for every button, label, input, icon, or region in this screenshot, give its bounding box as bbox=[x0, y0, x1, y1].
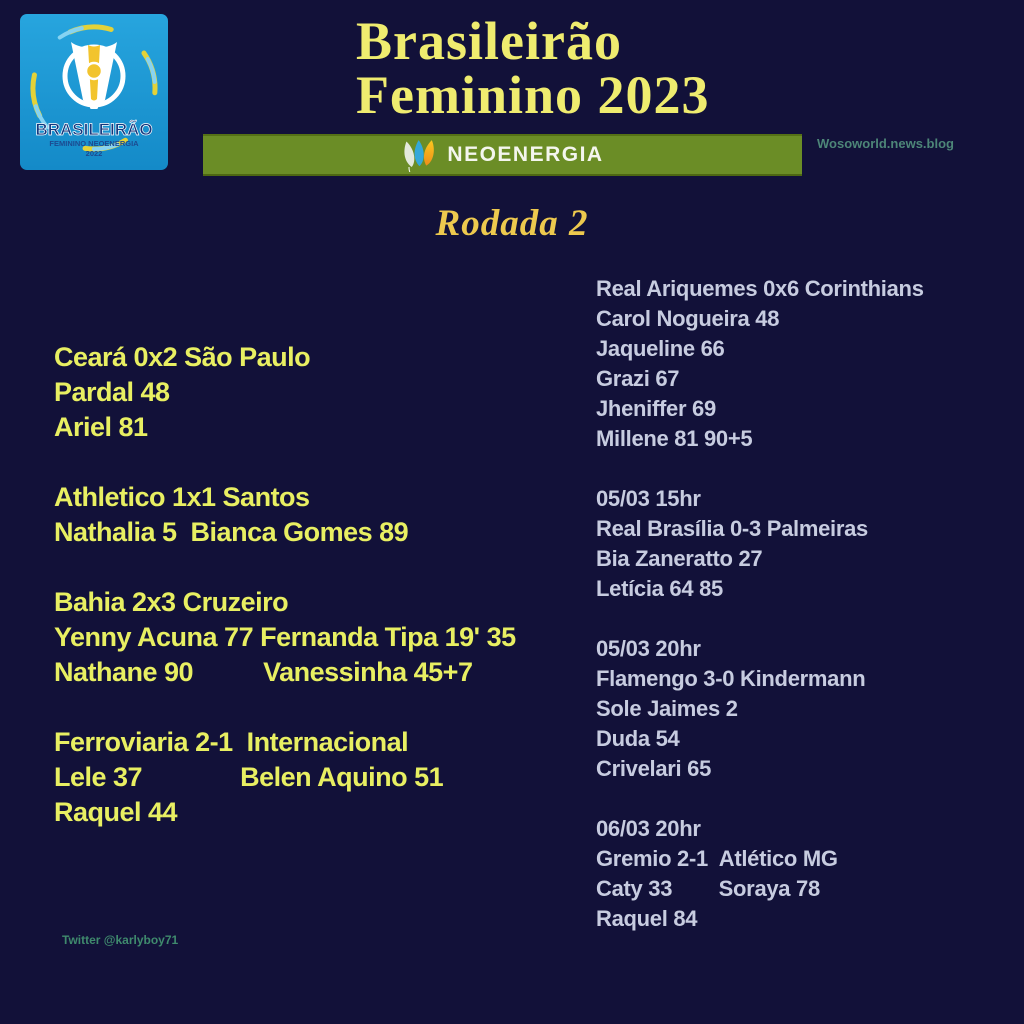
result-line: Flamengo 3-0 Kindermann bbox=[596, 666, 866, 691]
match-group-realariquemes-corinthians bbox=[596, 274, 924, 454]
blog-credit: Wosoworld.news.blog bbox=[817, 136, 954, 151]
result-line: Nathalia 5 Bianca Gomes 89 bbox=[54, 517, 409, 547]
result-line: Letícia 64 85 bbox=[596, 576, 723, 601]
twitter-handle: Twitter @karlyboy71 bbox=[62, 933, 179, 947]
sponsor-banner bbox=[203, 134, 802, 176]
result-line: Ariel 81 bbox=[54, 412, 148, 442]
match-group-gremio-atleticomg bbox=[596, 814, 924, 934]
result-line: Caty 33 Soraya 78 bbox=[596, 876, 820, 901]
result-line: Sole Jaimes 2 bbox=[596, 696, 738, 721]
match-group-bahia-cruzeiro bbox=[54, 585, 516, 690]
sponsor-name: NEOENERGIA bbox=[447, 143, 604, 166]
tournament-logo-graphic bbox=[20, 14, 168, 170]
result-line: Duda 54 bbox=[596, 726, 680, 751]
result-line: 06/03 20hr bbox=[596, 816, 701, 841]
result-line: Real Ariquemes 0x6 Corinthians bbox=[596, 276, 924, 301]
result-line: Ceará 0x2 São Paulo bbox=[54, 342, 311, 372]
result-line: Raquel 84 bbox=[596, 906, 698, 931]
logo-wordmark: BRASILEIRÃO bbox=[35, 120, 153, 139]
neoenergia-flame-icon bbox=[401, 138, 439, 172]
match-group-athletico-santos bbox=[54, 480, 516, 550]
result-line: Nathane 90 Vanessinha 45+7 bbox=[54, 657, 473, 687]
match-group-realbrasilia-palmeiras bbox=[596, 484, 924, 604]
round-title: Rodada 2 bbox=[435, 203, 589, 244]
result-line: Ferroviaria 2-1 Internacional bbox=[54, 727, 409, 757]
logo-year: 2022 bbox=[85, 149, 103, 158]
result-line: Pardal 48 bbox=[54, 377, 170, 407]
match-group-flamengo-kindermann bbox=[596, 634, 924, 784]
result-line: Millene 81 90+5 bbox=[596, 426, 753, 451]
result-line: Bia Zaneratto 27 bbox=[596, 546, 763, 571]
match-group-ceara-saopaulo bbox=[54, 340, 516, 445]
match-group-ferroviaria-internacional bbox=[54, 725, 516, 830]
result-line: Raquel 44 bbox=[54, 797, 178, 827]
result-line: Yenny Acuna 77 Fernanda Tipa 19' 35 bbox=[54, 622, 516, 652]
page-title-line2: Feminino 2023 bbox=[356, 65, 710, 125]
result-line: Athletico 1x1 Santos bbox=[54, 482, 310, 512]
page-title-line1: Brasileirão bbox=[356, 11, 622, 71]
result-line: 05/03 15hr bbox=[596, 486, 701, 511]
result-line: Gremio 2-1 Atlético MG bbox=[596, 846, 838, 871]
result-line: Grazi 67 bbox=[596, 366, 680, 391]
result-line: Carol Nogueira 48 bbox=[596, 306, 780, 331]
result-line: Jaqueline 66 bbox=[596, 336, 725, 361]
result-line: Lele 37 Belen Aquino 51 bbox=[54, 762, 444, 792]
result-line: Crivelari 65 bbox=[596, 756, 712, 781]
logo-subtitle: FEMININO NEOENERGIA bbox=[49, 139, 139, 148]
tournament-logo bbox=[20, 14, 168, 170]
result-line: Real Brasília 0-3 Palmeiras bbox=[596, 516, 868, 541]
page-title bbox=[356, 11, 710, 125]
result-line: 05/03 20hr bbox=[596, 636, 701, 661]
results-left-column bbox=[54, 340, 516, 865]
results-right-column bbox=[596, 274, 924, 964]
result-line: Bahia 2x3 Cruzeiro bbox=[54, 587, 289, 617]
result-line: Jheniffer 69 bbox=[596, 396, 716, 421]
